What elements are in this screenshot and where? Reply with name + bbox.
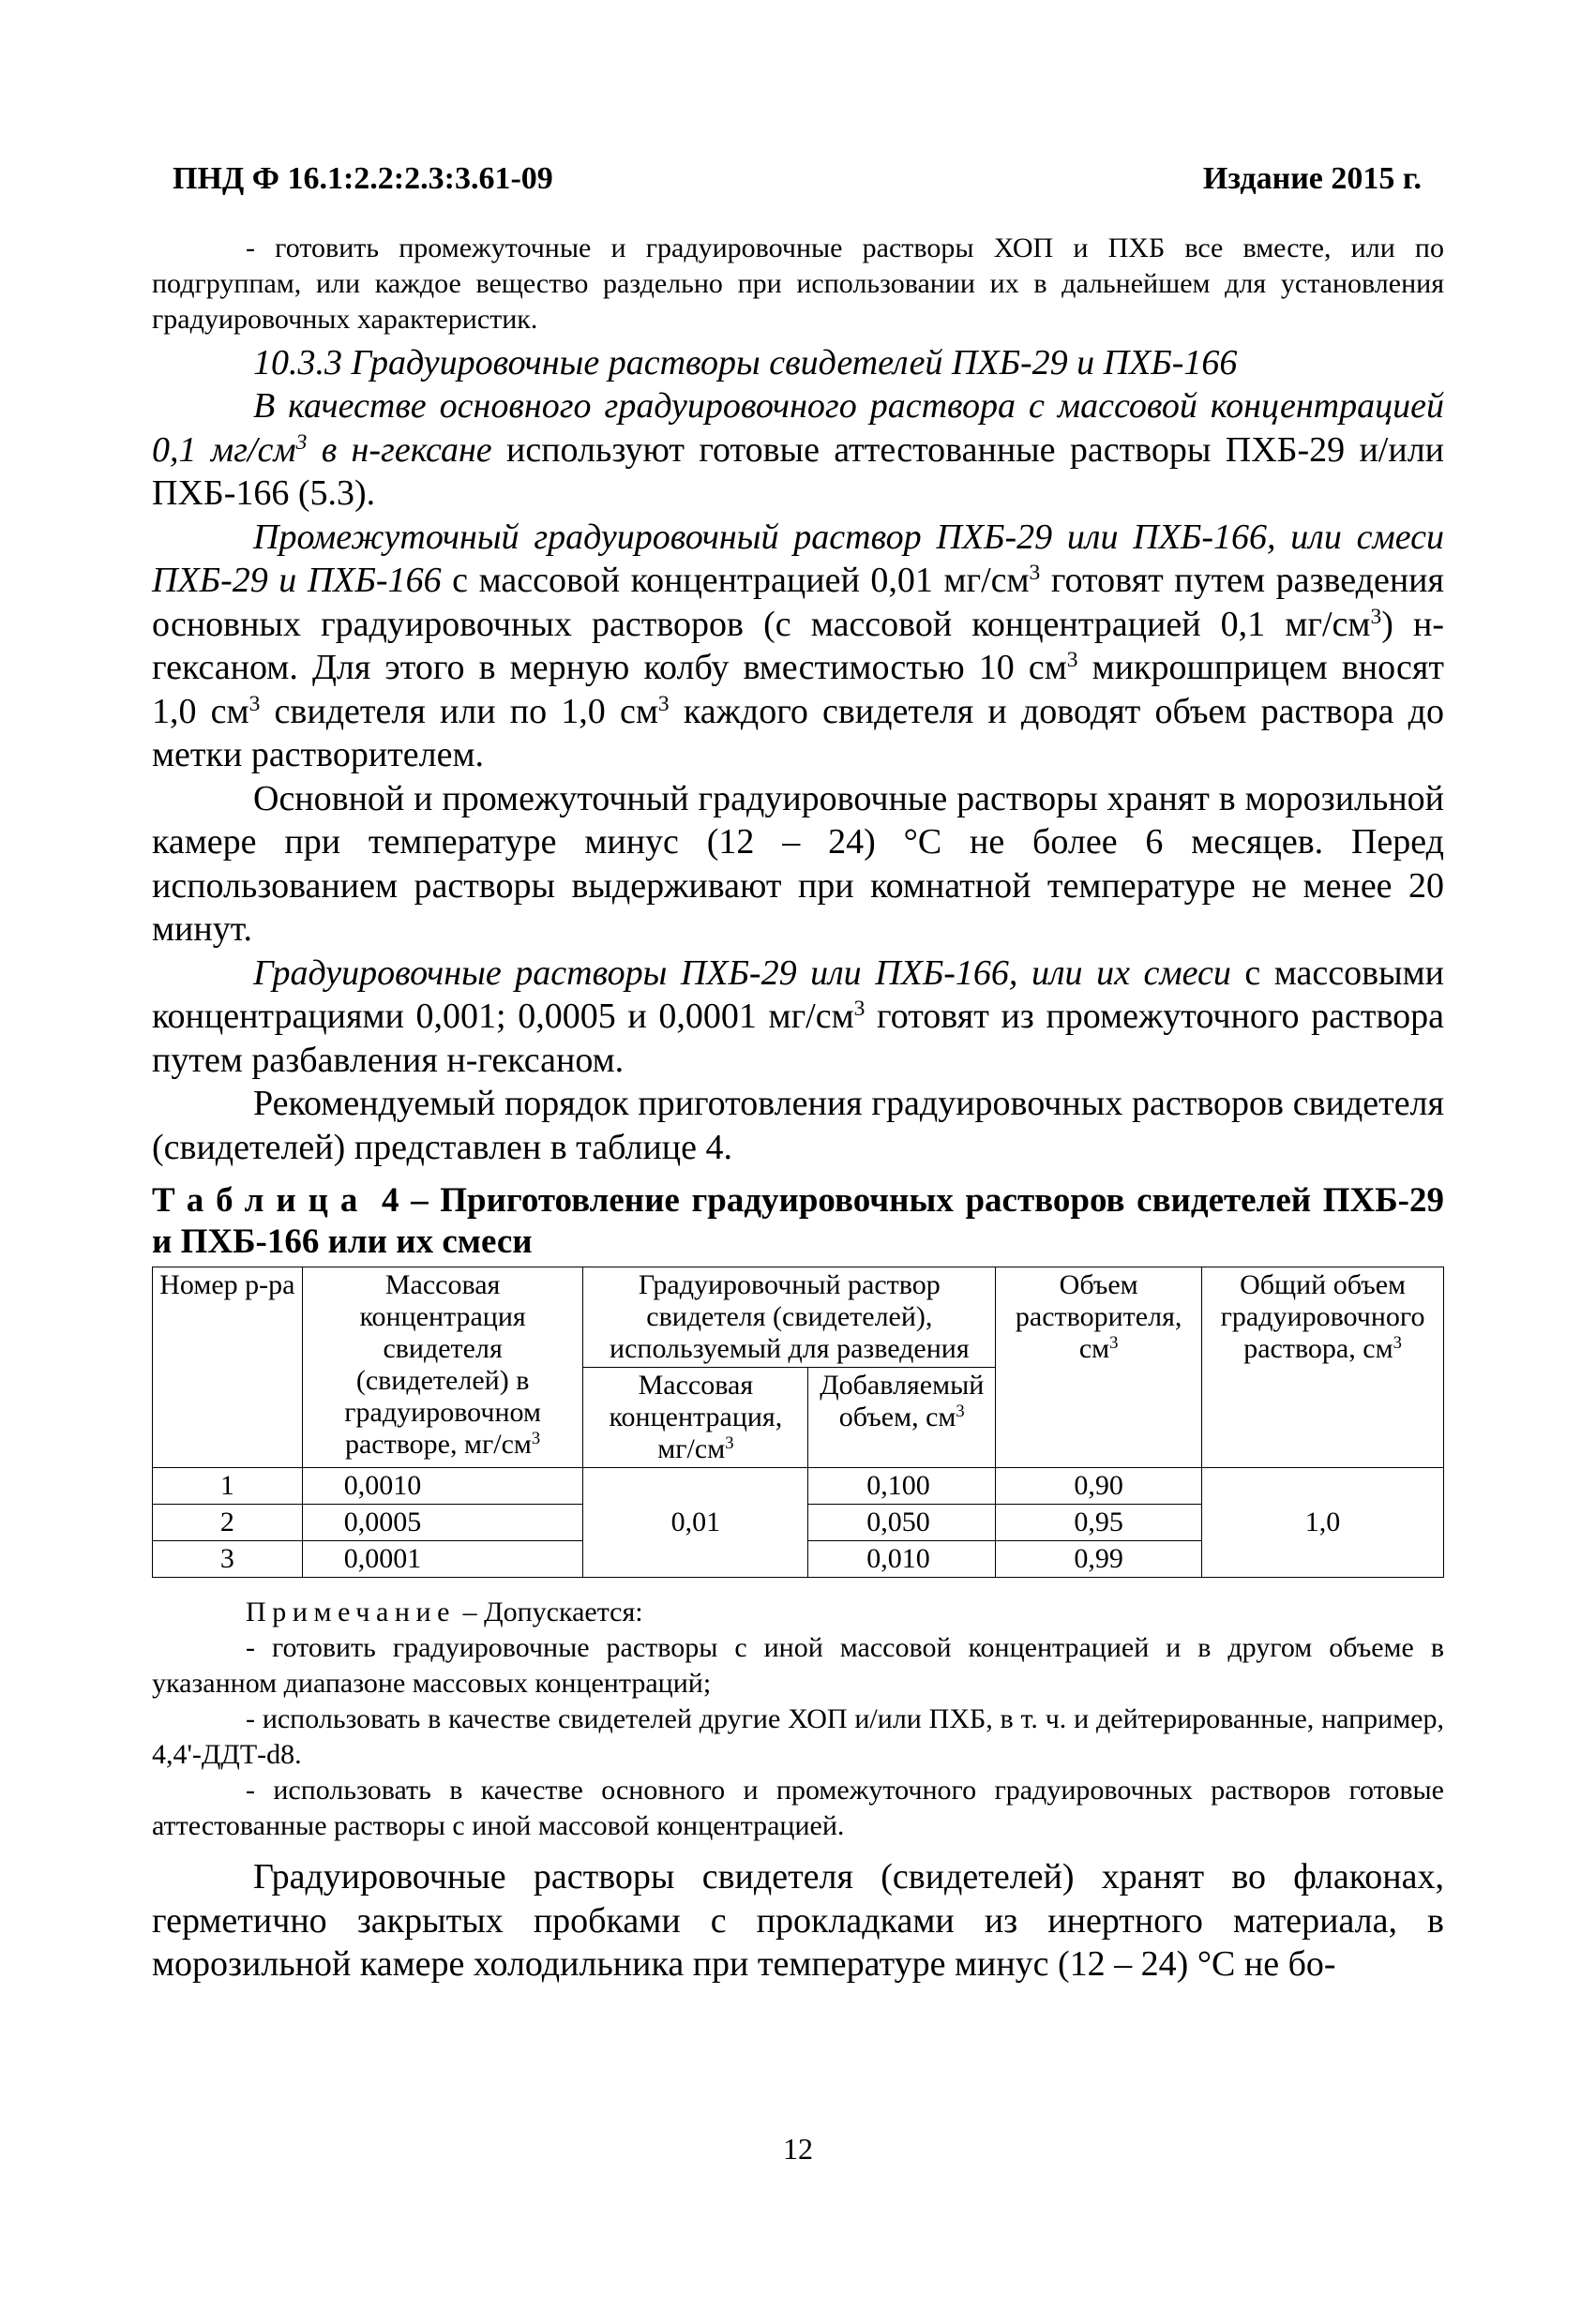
p1-text: используют готовые аттестованные растворы ПХБ-29 и/или ПХБ-166 (5.3). [152, 429, 1444, 513]
paragraph-calibration-solutions [152, 952, 1444, 1083]
page-header [173, 161, 1422, 197]
header-solvent-volume-text: Объем растворителя, см [1015, 1269, 1182, 1364]
p4-italic: Градуировочные растворы ПХБ-29 или ПХБ-166, или их смеси [253, 952, 1231, 993]
p1-italic-b: в н-гексане [307, 429, 492, 470]
header-sub-concentration-sup: 3 [725, 1432, 734, 1453]
header-mass-concentration [302, 1267, 583, 1468]
p1-italic-a: В качестве основного градуировочного раствора с массовой концентрацией 0,1 мг/см [152, 386, 1444, 470]
p2-t5: свидетеля или по 1,0 см [260, 691, 658, 731]
cell-number: 3 [153, 1541, 303, 1578]
header-total-volume-text: Общий объем градуировочного раствора, см [1220, 1269, 1425, 1364]
p2-sup-2: 3 [1370, 604, 1382, 629]
header-added-volume-sup: 3 [956, 1401, 965, 1421]
header-solvent-volume-sup: 3 [1109, 1332, 1119, 1353]
p2-italic: Промежуточный градуировочный раствор ПХБ-29 или ПХБ-166, или смеси ПХБ-29 и ПХБ-166 [152, 517, 1444, 600]
p2-t6: каждого свидетеля и доводят объем раствора до метки растворителем. [152, 691, 1444, 774]
p2-t2: готовят путем разведения основных градуировочных растворов (с массовой концентрацией 0,1 мг/см [152, 561, 1444, 644]
header-sub-concentration [583, 1368, 808, 1468]
p2-sup-5: 3 [657, 691, 670, 716]
intro-bullet: - готовить промежуточные и градуировочные растворы ХОП и ПХБ все вместе, или по подгруппам, или каждое вещество раздельно при использовании их в дальнейшем для установления градуировочных характеристик. [152, 232, 1444, 335]
p4-t1: с массовыми концентрациями 0,001; 0,0005 и 0,0001 мг/см [152, 952, 1445, 1036]
header-added-volume [808, 1368, 996, 1468]
p2-t4: микрошприцем вносят 1,0 см [152, 648, 1444, 731]
cell-added-volume: 0,050 [808, 1505, 996, 1541]
header-sub-concentration-text: Массовая концентрация, мг/см [609, 1370, 783, 1464]
document-code: ПНД Ф 16.1:2.2:2.3:3.61-09 [173, 161, 553, 196]
note-item: - использовать в качестве свидетелей другие ХОП и/или ПХБ, в т. ч. и дейтерированные, например, 4,4'-ДДТ-d8. [152, 1703, 1444, 1770]
note-label: Примечание [246, 1597, 457, 1627]
header-solvent-volume [996, 1267, 1202, 1468]
table-caption [152, 1180, 1444, 1263]
header-total-volume-sup: 3 [1393, 1332, 1402, 1353]
note-item: - использовать в качестве основного и промежуточного градуировочных растворов готовые аттестованные растворы с иной массовой концентрацией. [152, 1775, 1444, 1841]
cell-solvent-volume: 0,90 [996, 1468, 1202, 1505]
header-dilution-group: Градуировочный раствор свидетеля (свидетелей), используемый для разведения [583, 1267, 996, 1368]
cell-concentration: 0,0005 [302, 1505, 583, 1541]
cell-total-volume: 1,0 [1202, 1468, 1444, 1578]
cell-solvent-volume: 0,95 [996, 1505, 1202, 1541]
cell-solvent-volume: 0,99 [996, 1541, 1202, 1578]
header-mass-concentration-text: Массовая концентрация свидетеля (свидетелей) в градуировочном растворе, мг/см [344, 1269, 541, 1460]
p2-t1: с массовой концентрацией 0,01 мг/см [441, 561, 1030, 600]
p2-sup-3: 3 [1066, 648, 1078, 673]
note-heading [152, 1595, 1444, 1630]
table-caption-title: – Приготовление градуировочных растворов свидетелей ПХБ-29 и ПХБ-166 или их смеси [152, 1181, 1445, 1261]
p1-sup: 3 [295, 429, 308, 455]
paragraph-intermediate-solution [152, 516, 1444, 777]
paragraph-recommended-order: Рекомендуемый порядок приготовления градуировочных растворов свидетеля (свидетелей) представлен в таблице 4. [152, 1084, 1444, 1167]
page-number: 12 [783, 2132, 813, 2166]
table-header-row [153, 1267, 1444, 1368]
header-added-volume-text: Добавляемый объем, см [820, 1370, 985, 1432]
p2-sup-4: 3 [248, 691, 261, 716]
p4-t2: готовят из промежуточного раствора путем разбавления н-гексаном. [152, 997, 1444, 1080]
note-item: - готовить градуировочные растворы с иной массовой концентрацией и в другом объеме в указанном диапазоне массовых концентраций; [152, 1632, 1444, 1699]
header-total-volume [1202, 1267, 1444, 1468]
paragraph-vial-storage: Градуировочные растворы свидетеля (свидетелей) хранят во флаконах, герметично закрытых пробками с прокладками из инертного материала, в морозильной камере холодильника при температуре минус (12 – 24) °С не бо- [152, 1857, 1444, 1984]
cell-added-volume: 0,010 [808, 1541, 996, 1578]
cell-added-volume: 0,100 [808, 1468, 996, 1505]
paragraph-basic-solution [152, 384, 1444, 516]
cell-number: 1 [153, 1468, 303, 1505]
main-content [152, 231, 1444, 1987]
table-caption-number: 4 [369, 1181, 399, 1220]
p4-sup: 3 [853, 997, 866, 1022]
table-note [152, 1595, 1444, 1844]
p2-t3: ) н-гексаном. Для этого в мерную колбу вместимостью 10 см [152, 604, 1444, 687]
cell-shared-concentration: 0,01 [583, 1468, 808, 1578]
cell-concentration: 0,0010 [302, 1468, 583, 1505]
note-intro: – Допускается: [456, 1597, 643, 1627]
cell-concentration: 0,0001 [302, 1541, 583, 1578]
edition-label: Издание 2015 г. [1202, 161, 1422, 196]
preparation-table [152, 1267, 1444, 1578]
table-row [153, 1468, 1444, 1505]
p2-sup-1: 3 [1029, 561, 1041, 586]
header-mass-concentration-sup: 3 [531, 1428, 541, 1448]
paragraph-storage: Основной и промежуточный градуировочные растворы хранят в морозильной камере при температуре минус (12 – 24) °С не более 6 месяцев. Перед использованием растворы выдерживают при комнатной температуре не менее 20 минут. [152, 778, 1444, 949]
header-solution-number: Номер р-ра [153, 1267, 303, 1468]
cell-number: 2 [153, 1505, 303, 1541]
section-heading: 10.3.3 Градуировочные растворы свидетелей ПХБ-29 и ПХБ-166 [253, 343, 1238, 382]
table-caption-label: Таблица [152, 1181, 370, 1220]
